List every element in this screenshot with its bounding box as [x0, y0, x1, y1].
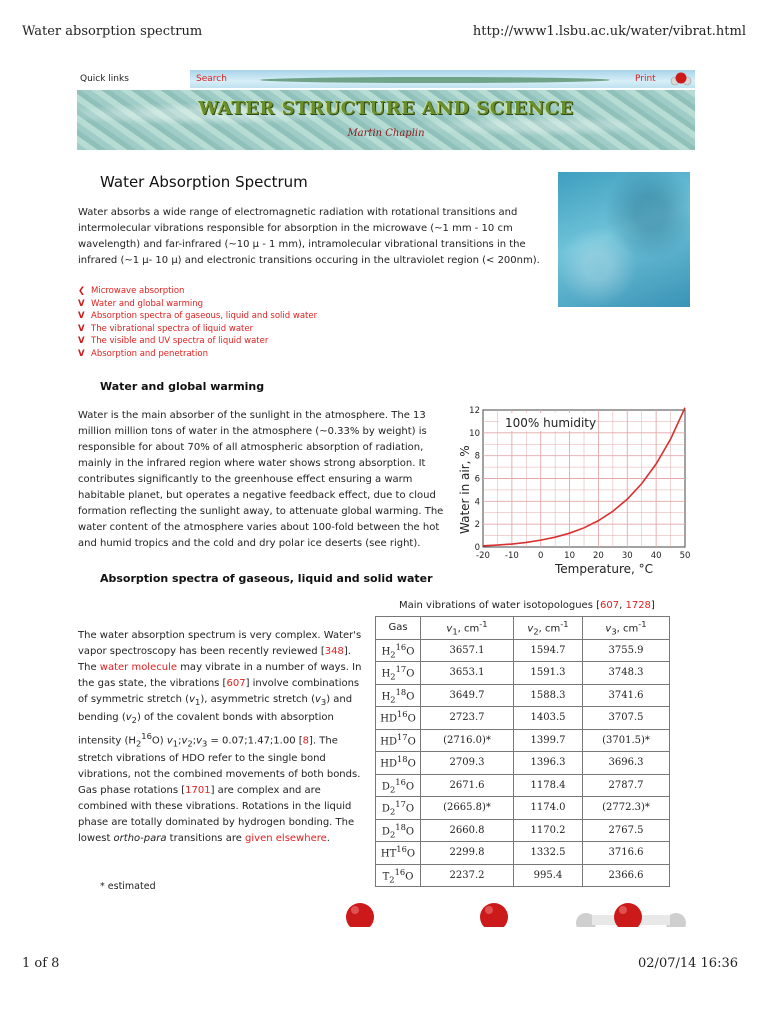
- water-molecule-image: [340, 897, 380, 927]
- spectra-paragraph: The water absorption spectrum is very complex. Water's vapor spectroscopy has been recently reviewed [348]. The water molecule may vibrate in a number of ways. In the gas state, the vibrations [607] involve combinations of symmetric stretch $(v_1)$, asymmetric stretch $(v_3)$ and bending $(v_2)$ of the covalent bonds with absorption intensity $(H_2^{16}O)$ $v_1;v_2;v_3$ = 0.07;1.47;1.00 [8]. The stretch vibrations of HDO refer to the single bond vibrations, not the combined movements of both bonds. Gas phase rotations [1701] are complex and are combined with these vibrations. Rotations in the liquid phase are totally dominated by hydrogen bonding. The lowest ortho-para transitions are given elsewhere.: [78, 630, 362, 845]
- gas-cell: $T_2^{16}O$: [376, 864, 421, 887]
- arrow-down-icon: V: [78, 336, 85, 347]
- table-row: [376, 819, 670, 842]
- v1-cell: 2671.6: [421, 774, 514, 797]
- water-molecule-icon[interactable]: [670, 71, 692, 87]
- v3-cell: 3748.3: [583, 662, 670, 685]
- gas-cell: $H_2^{17}O$: [376, 662, 421, 685]
- section-link[interactable]: V Water and global warming: [78, 298, 204, 309]
- spectra-heading: Absorption spectra of gaseous, liquid and solid water: [100, 572, 433, 585]
- x-tick-label: 10: [564, 551, 575, 561]
- y-tick-label: 2: [474, 520, 480, 531]
- v2-cell: 1594.7: [514, 639, 583, 662]
- v3-cell: 3696.3: [583, 752, 670, 775]
- print-header-url: http://www1.lsbu.ac.uk/water/vibrat.html: [472, 24, 746, 39]
- gas-cell: $H_2^{16}O$: [376, 639, 421, 662]
- table-caption: Main vibrations of water isotopologues [607, 1728]: [399, 600, 655, 611]
- ref-link[interactable]: 348: [324, 646, 344, 657]
- col-gas: Gas: [376, 617, 421, 640]
- page-title: Water Absorption Spectrum: [100, 173, 308, 191]
- x-tick-labels: [476, 551, 690, 561]
- v1-cell: 2709.3: [421, 752, 514, 775]
- y-tick-label: 4: [474, 497, 480, 508]
- quick-links-link[interactable]: Quick links: [80, 74, 129, 84]
- table-row: [376, 729, 670, 752]
- v3-cell: 3755.9: [583, 639, 670, 662]
- v1-cell: 2299.8: [421, 842, 514, 865]
- x-tick-label: -10: [504, 551, 519, 561]
- print-header-title: Water absorption spectrum: [22, 24, 203, 39]
- arrow-down-icon: V: [78, 311, 85, 322]
- banner-title: WATER STRUCTURE AND SCIENCE: [198, 98, 574, 119]
- y-tick-label: 8: [474, 451, 480, 462]
- v3-cell: 3707.5: [583, 707, 670, 730]
- water-molecule-image: [472, 897, 516, 927]
- gas-cell: $H_2^{18}O$: [376, 684, 421, 707]
- v2-cell: 1591.3: [514, 662, 583, 685]
- v1-cell: 2723.7: [421, 707, 514, 730]
- x-tick-label: 50: [679, 551, 690, 561]
- v2-cell: 1174.0: [514, 797, 583, 820]
- section-link[interactable]: V The vibrational spectra of liquid water: [78, 323, 254, 334]
- col-v3: $v_3$, $cm^{-1}$: [583, 617, 670, 640]
- v2-cell: 1588.3: [514, 684, 583, 707]
- ref-link[interactable]: 607: [226, 678, 246, 689]
- banner-author: Martin Chaplin: [347, 128, 425, 139]
- v2-cell: 1178.4: [514, 774, 583, 797]
- x-tick-label: -20: [476, 551, 490, 561]
- global-warming-heading: Water and global warming: [100, 380, 265, 393]
- ref-link[interactable]: 8: [302, 735, 310, 747]
- given-elsewhere-link[interactable]: given elsewhere: [245, 833, 327, 845]
- island-strip: [260, 77, 610, 83]
- print-link[interactable]: Print: [635, 74, 656, 84]
- table-row: [376, 639, 670, 662]
- print-footer-page: 1 of 8: [22, 956, 60, 971]
- v3-cell: 2787.7: [583, 774, 670, 797]
- ref-link[interactable]: 1701: [185, 785, 211, 797]
- col-v1: $v_1$, $cm^{-1}$: [421, 617, 514, 640]
- y-tick-label: 10: [469, 428, 480, 439]
- table-row: [376, 684, 670, 707]
- x-tick-label: 0: [538, 551, 544, 561]
- section-link[interactable]: V Absorption and penetration: [78, 348, 208, 359]
- humidity-chart: [455, 402, 690, 577]
- section-link[interactable]: V Absorption spectra of gaseous, liquid and solid water: [78, 311, 318, 322]
- water-molecule-link[interactable]: water molecule: [99, 662, 178, 673]
- table-row: [376, 774, 670, 797]
- table-header-row: [376, 617, 670, 640]
- table-row: [376, 707, 670, 730]
- x-tick-label: 30: [621, 551, 633, 561]
- table-row: [376, 842, 670, 865]
- v2-cell: 1403.5: [514, 707, 583, 730]
- global-warming-paragraph: Water is the main absorber of the sunlight in the atmosphere. The 13 million million tons of water in the atmosphere (~0.33% by weight) is responsible for about 70% of all atmospheric absorption of radiation, mainly in the infrared region where water shows strong absorption. It contributes significantly to the greenhouse effect ensuring a warm habitable planet, but operates a negative feedback effect, due to cloud formation reflecting the sunlight away, to attenuate global warming. The water content of the atmosphere varies about 100-fold between the hot and humid tropics and the cold and dry polar ice deserts (see right).: [78, 410, 444, 549]
- v3-cell: (2772.3)*: [583, 797, 670, 820]
- gas-cell: HD$^{16}$O: [376, 707, 421, 730]
- arrow-down-icon: V: [78, 348, 85, 359]
- v1-cell: 3649.7: [421, 684, 514, 707]
- print-footer-datetime: 02/07/14 16:36: [638, 956, 738, 971]
- table-row: [376, 797, 670, 820]
- x-axis-label: Temperature, °C: [555, 562, 654, 576]
- x-tick-label: 20: [593, 551, 604, 561]
- water-photo: [558, 172, 690, 307]
- estimated-note: * estimated: [100, 881, 156, 892]
- table-row: [376, 752, 670, 775]
- water-molecule-image: [570, 897, 690, 927]
- v2-cell: 1170.2: [514, 819, 583, 842]
- top-nav-bar: [190, 70, 695, 88]
- y-tick-label: 12: [469, 406, 480, 416]
- section-link[interactable]: ❮ Microwave absorption: [78, 286, 185, 296]
- v1-cell: 3657.1: [421, 639, 514, 662]
- arrow-down-icon: V: [78, 323, 85, 334]
- intro-paragraph: Water absorbs a wide range of electromagnetic radiation with rotational transitions and intermolecular vibrations responsible for absorption in the microwave (~1 mm - 10 cm wavelength) and far-infrared (~10 µ - 1 mm), intramolecular vibrational transitions in the infrared (~1 µ- 10 µ) and electronic transitions occuring in the ultraviolet region (< 200nm).: [78, 207, 540, 266]
- table-row: [376, 864, 670, 887]
- ref-link[interactable]: 607: [600, 600, 620, 611]
- x-tick-label: 40: [650, 551, 662, 561]
- gas-cell: HD$^{18}$O: [376, 752, 421, 775]
- v1-cell: 2660.8: [421, 819, 514, 842]
- v2-cell: 995.4: [514, 864, 583, 887]
- ref-link[interactable]: 1728: [625, 600, 651, 611]
- gas-cell: $D_2^{17}O$: [376, 797, 421, 820]
- y-axis-label: Water in air, %: [458, 445, 472, 534]
- gas-cell: $D_2^{16}O$: [376, 774, 421, 797]
- arrow-down-icon: V: [78, 298, 85, 309]
- v3-cell: 3716.6: [583, 842, 670, 865]
- v2-cell: 1399.7: [514, 729, 583, 752]
- y-tick-label: 6: [474, 474, 480, 485]
- table-row: [376, 662, 670, 685]
- col-v2: $v_2$, $cm^{-1}$: [514, 617, 583, 640]
- section-link[interactable]: V The visible and UV spectra of liquid water: [78, 336, 269, 347]
- v2-cell: 1396.3: [514, 752, 583, 775]
- search-link[interactable]: Search: [196, 74, 227, 84]
- v1-cell: 3653.1: [421, 662, 514, 685]
- section-links: [78, 285, 317, 361]
- v1-cell: (2665.8)*: [421, 797, 514, 820]
- y-tick-label: 0: [474, 543, 480, 553]
- v3-cell: 2366.6: [583, 864, 670, 887]
- gas-cell: HT$^{16}$O: [376, 842, 421, 865]
- v3-cell: (3701.5)*: [583, 729, 670, 752]
- site-banner[interactable]: [77, 90, 695, 150]
- v1-cell: 2237.2: [421, 864, 514, 887]
- arrow-left-icon: ❮: [78, 286, 86, 296]
- gas-cell: $D_2^{18}O$: [376, 819, 421, 842]
- v3-cell: 3741.6: [583, 684, 670, 707]
- v2-cell: 1332.5: [514, 842, 583, 865]
- chart-title: 100% humidity: [505, 416, 597, 430]
- v3-cell: 2767.5: [583, 819, 670, 842]
- vibration-table: [375, 616, 670, 887]
- gas-cell: HD$^{17}$O: [376, 729, 421, 752]
- v1-cell: (2716.0)*: [421, 729, 514, 752]
